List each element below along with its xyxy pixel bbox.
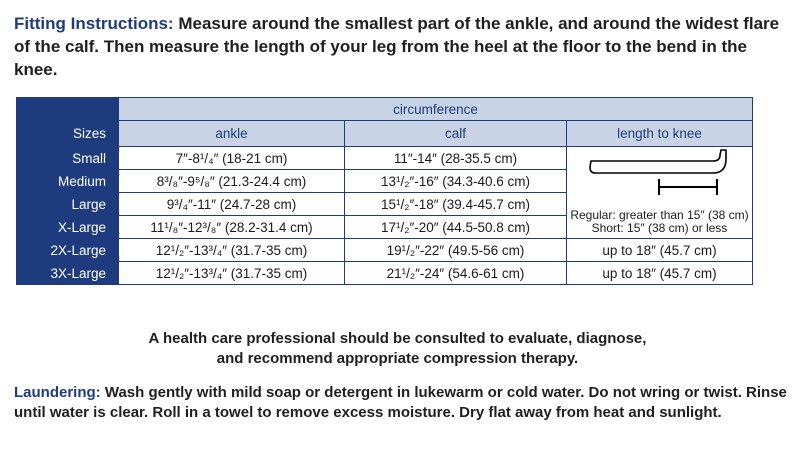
column-header-row [17,121,753,147]
corner-cell [17,98,119,121]
table-row [17,262,753,285]
calf-value: 13¹/₂″-16″ (34.3-40.6 cm) [345,170,567,193]
ankle-value: 12¹/₂″-13³/₄″ (31.7-35 cm) [119,239,345,262]
size-label: Large [17,193,119,216]
calf-value: 11″-14″ (28-35.5 cm) [345,147,567,170]
regular-length-note: Regular: greater than 15″ (38 cm) [570,208,749,222]
laundering-text: Wash gently with mild soap or detergent in lukewarm or cold water. Do not wring or twist. Rinse until water is clear. Roll in a towel to remove excess moisture. Dry flat away from heat and sunlight. [14,384,787,421]
disclaimer-line-2: and recommend appropriate compression therapy. [216,350,579,367]
ankle-value: 11¹/₈″-12³/₈″ (28.2-31.4 cm) [119,216,345,239]
table-row [17,239,753,262]
leg-measurement-icon [585,147,735,207]
size-label: X-Large [17,216,119,239]
length-to-knee-cell [567,147,753,239]
sizes-header: Sizes [17,121,119,147]
calf-value: 17¹/₂″-20″ (44.5-50.8 cm) [345,216,567,239]
size-chart-table [16,97,753,285]
ankle-value: 7″-8¹/₄″ (18-21 cm) [119,147,345,170]
ankle-header: ankle [119,121,345,147]
laundering-instructions [14,383,789,423]
ankle-value: 8³/₈″-9⁵/₈″ (21.3-24.4 cm) [119,170,345,193]
calf-value: 15¹/₂″-18″ (39.4-45.7 cm) [345,193,567,216]
length-value: up to 18″ (45.7 cm) [567,262,753,285]
fitting-instructions [14,12,784,81]
calf-header: calf [345,121,567,147]
calf-value: 21¹/₂″-24″ (54.6-61 cm) [345,262,567,285]
size-label: 3X-Large [17,262,119,285]
size-label: 2X-Large [17,239,119,262]
fitting-instructions-text: Measure around the smallest part of the ankle, and around the widest flare of the calf. Then measure the length of your leg from the heel at the floor to the bend in the knee. [14,14,780,79]
fitting-instructions-label: Fitting Instructions: [14,14,174,33]
group-header-row [17,98,753,121]
size-label: Small [17,147,119,170]
laundering-label: Laundering: [14,384,101,401]
health-disclaimer [0,329,795,369]
ankle-value: 12¹/₂″-13³/₄″ (31.7-35 cm) [119,262,345,285]
size-label: Medium [17,170,119,193]
calf-value: 19¹/₂″-22″ (49.5-56 cm) [345,239,567,262]
ankle-value: 9³/₄″-11″ (24.7-28 cm) [119,193,345,216]
short-length-note: Short: 15″ (38 cm) or less [591,221,728,235]
disclaimer-line-1: A health care professional should be consulted to evaluate, diagnose, [148,330,647,347]
table-row [17,147,753,170]
length-value: up to 18″ (45.7 cm) [567,239,753,262]
circumference-header: circumference [119,98,753,121]
length-header: length to knee [567,121,753,147]
